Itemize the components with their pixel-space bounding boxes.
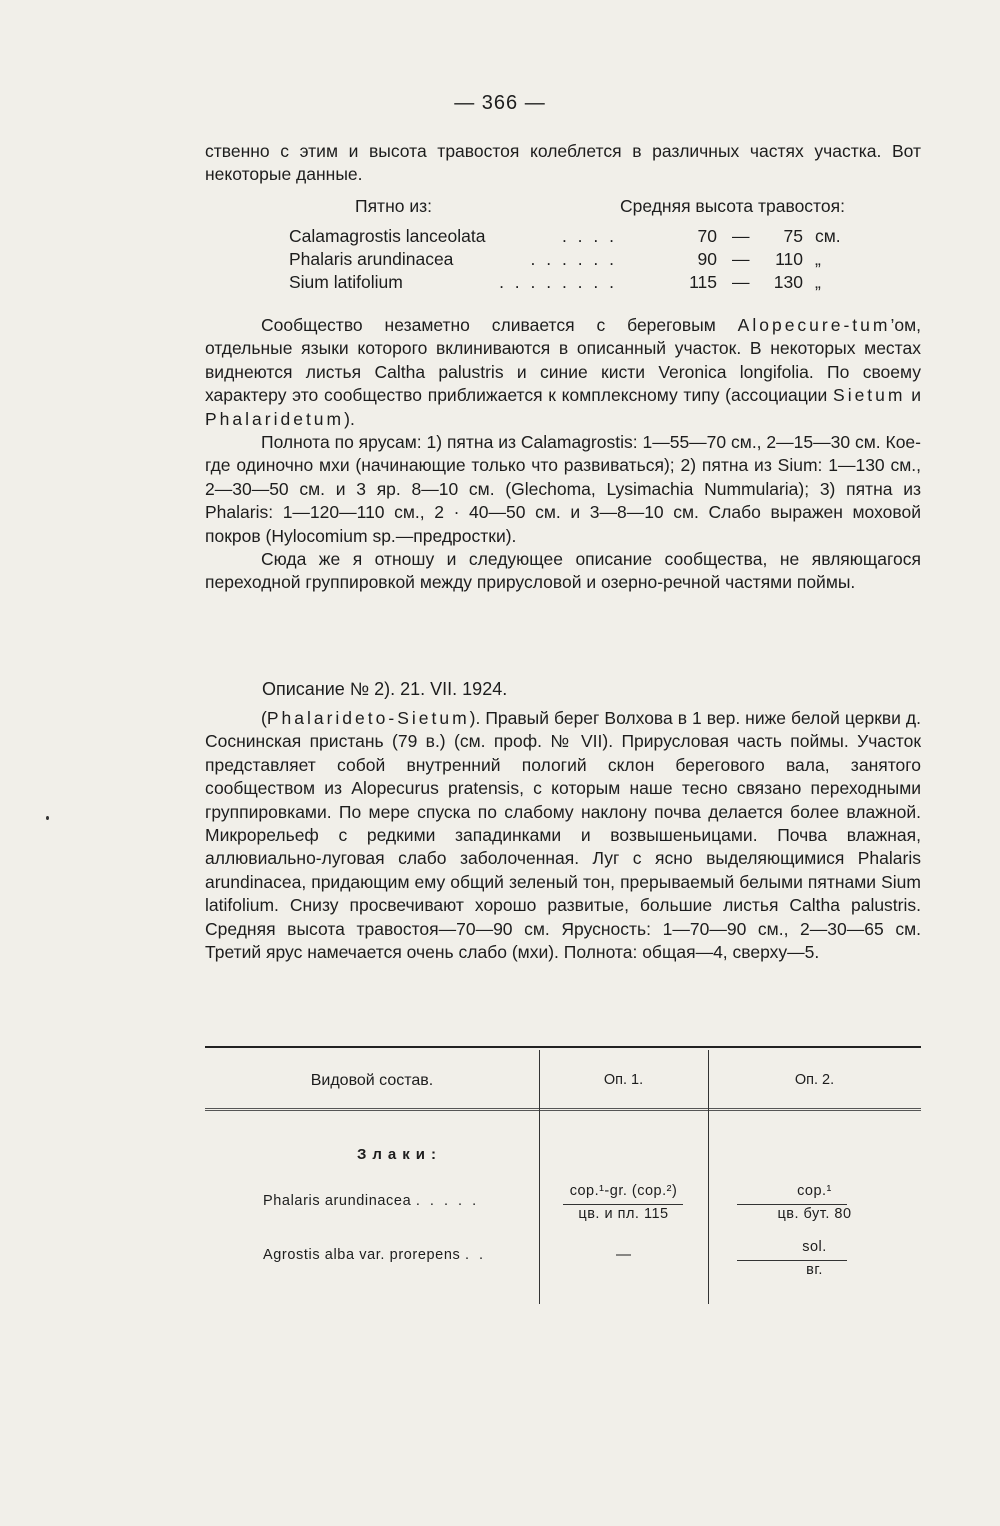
page-number: — 366 — — [454, 92, 546, 114]
intro-paragraph — [205, 140, 921, 187]
leader-dots: . . . . . — [415, 1193, 480, 1209]
heights-row-name: Sium latifolium — [289, 272, 403, 292]
paragraph-transition: Сюда же я отношу и следующее описание сообщества, не являющагося переходной группировкой между прирусловой и озерно-речной частями поймы. — [205, 549, 921, 593]
op1-abundance: cop.¹-gr. (cop.²) — [569, 1183, 678, 1199]
heights-table-header — [205, 196, 921, 222]
heights-row-dots: . . . . . . . . — [499, 272, 617, 292]
association-name: Sietum — [833, 385, 906, 406]
heights-table — [205, 196, 921, 295]
paragraph-text: ). Правый берег Волхова в 1 вер. ниже белой церкви д. Соснинская пристань (79 в.) (см. проф. № VII). Прирусловая часть поймы. Участок представляет собой внутренний пологий склон берегового вала, занятого сообществом из Alopecurus pratensis, с которым наше тесно связано переходными группировками. По мере спуска по слабому наклону почва делается более влажной. Микрорельеф с редкими западинками и возвышеньицами. Почва влажная, аллювиально-луговая слабо заболоченная. Луг с ясно выделяющимися Phalaris arundinacea, придающим ему общий зеленый тон, прерываемый белыми пятнами Sium latifolium. Снизу просвечивают хорошо развитые, большие листья Caltha palustris. Средняя высота травостоя—70—90 см. Ярусность: 1—70—90 см., 2—30—65 см. Третий ярус намечается очень слабо (мхи). Полнота: общая—4, сверху—5. — [205, 708, 921, 963]
description-paragraph — [205, 707, 921, 964]
table-top-rule — [205, 1046, 921, 1048]
op2-abundance: cop.¹ — [797, 1183, 832, 1199]
paragraph-text: ( — [261, 708, 267, 728]
op2-abundance: sol. — [802, 1239, 827, 1255]
heights-row-name: Phalaris arundinacea — [289, 249, 454, 269]
heights-row-unit: „ — [815, 272, 821, 292]
association-name: Phalarideto-Sietum — [266, 708, 470, 728]
heights-row-sep: — — [732, 272, 750, 292]
paragraph-text: Сообщество незаметно сливается с береговым — [261, 315, 738, 335]
heights-row-name: Calamagrostis lanceolata — [289, 226, 486, 246]
column-header-op1: Оп. 1. — [603, 1072, 644, 1088]
paragraph-text: ’ом, отдельные языки которого вклиниваются в описанный участок. В некоторых местах виднеются листья Caltha palustris и синие кисти Veronica longifolia. По своему характеру это сообщество приближается к комплексному типу (ассоциации — [205, 315, 921, 406]
op2-phenology: цв. бут. 80 — [777, 1206, 852, 1222]
paragraph-tiers: Полнота по ярусам: 1) пятна из Calamagrostis: 1—55—70 см., 2—15—30 см. Кое-где одиночно мхи (начинающие только что развиваться); 2) пятна из Sium: 1—130 см., 2—30—50 см. и 3 яр. 8—10 см. (Glechoma, Lysimachia Nummularia); 3) пятна из Phalaris: 1—120—110 см., 2 · 40—50 см. и 3—8—10 см. Слабо выражен моховой покров (Hylocomium sp.—предростки). — [205, 432, 921, 546]
association-name: Alopecure-tum — [737, 315, 891, 335]
op1-phenology: цв. и пл. 115 — [578, 1206, 669, 1222]
paragraph-text: и — [905, 385, 921, 406]
paragraph-text: ). — [344, 408, 355, 429]
heights-row-high: 110 — [775, 249, 803, 269]
op1-absent: — — [616, 1246, 631, 1263]
species-name — [263, 1193, 479, 1209]
heights-row-sep: — — [732, 249, 750, 269]
heights-row-sep: — — [732, 226, 750, 246]
paragraph-community — [205, 314, 921, 431]
table-column-divider — [539, 1050, 540, 1304]
heights-row — [205, 226, 921, 249]
species-name-text: Agrostis alba var. prorepens — [263, 1247, 461, 1263]
species-table — [205, 1046, 921, 1304]
association-name: Phalaridetum — [205, 408, 345, 429]
heights-row-unit: „ — [815, 249, 821, 269]
fraction-line — [737, 1204, 847, 1205]
print-speck — [46, 816, 49, 820]
heights-row-low: 70 — [697, 226, 717, 246]
column-header-species: Видовой состав. — [310, 1072, 434, 1089]
body-paragraphs — [205, 314, 921, 595]
intro-text: ственно с этим и высота травостоя колеблется в различных частях участка. Вот некоторые данные. — [205, 141, 921, 185]
heights-row-low: 115 — [689, 272, 717, 292]
group-label-grasses: Злаки: — [357, 1146, 442, 1163]
heights-row-dots: . . . . — [561, 226, 617, 246]
heights-row-unit: см. — [815, 226, 841, 246]
table-header-rule — [205, 1108, 921, 1111]
description-heading: Описание № 2). 21. VII. 1924. — [262, 679, 508, 699]
heights-row-high: 75 — [783, 226, 803, 246]
leader-dots: . . — [464, 1247, 487, 1263]
heights-row-low: 90 — [697, 249, 717, 269]
fraction-line — [737, 1260, 847, 1261]
column-header-op2: Оп. 2. — [794, 1072, 835, 1088]
heights-row — [205, 272, 921, 295]
heights-head-left: Пятно из: — [355, 196, 432, 216]
description-text — [205, 707, 921, 964]
heights-row-dots: . . . . . . — [530, 249, 617, 269]
heights-row-high: 130 — [773, 272, 803, 292]
op2-phenology: вг. — [806, 1262, 823, 1278]
species-name — [263, 1247, 486, 1263]
species-name-text: Phalaris arundinacea — [263, 1193, 412, 1209]
heights-head-right: Средняя высота травостоя: — [620, 196, 845, 216]
fraction-line — [563, 1204, 683, 1205]
heights-row — [205, 249, 921, 272]
